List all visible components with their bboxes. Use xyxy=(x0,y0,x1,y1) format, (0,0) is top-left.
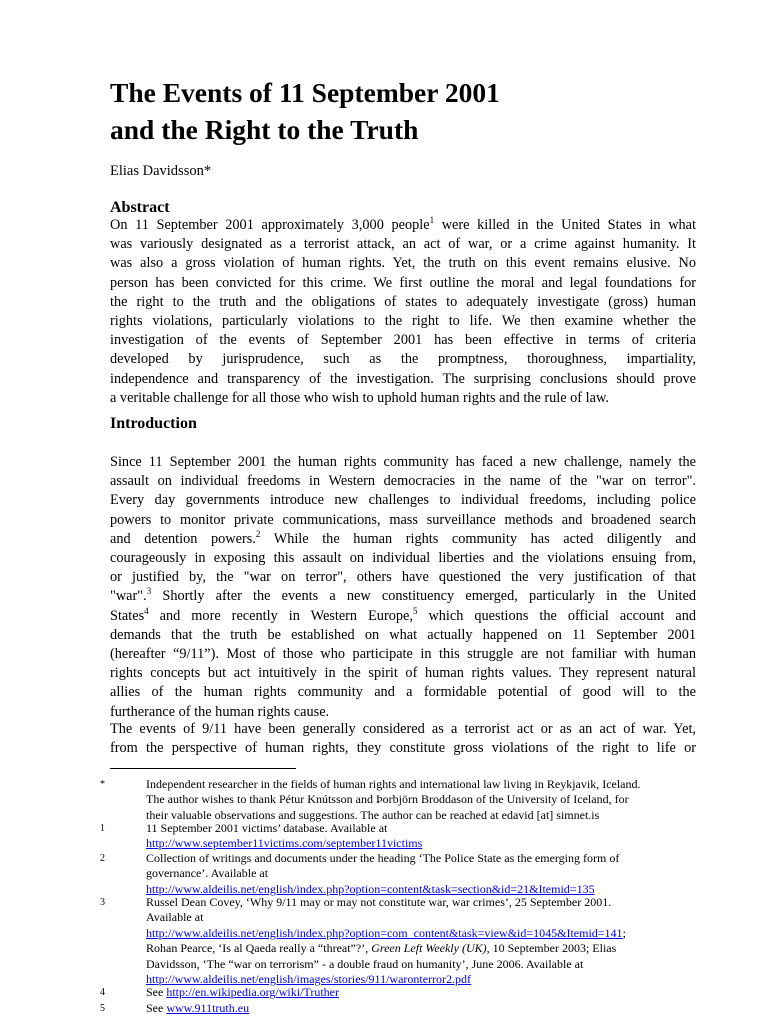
footnote-link[interactable]: http://en.wikipedia.org/wiki/Truther xyxy=(166,985,339,999)
footnote-mark: 1 xyxy=(100,823,105,834)
abstract-line: was also a gross violation of human rights. Yet, the truth on this event remains elusive. No xyxy=(110,255,696,272)
abstract-line: investigation of the events of September 2001 has been effective in terms of criteria xyxy=(110,332,696,349)
footnote-mark: 4 xyxy=(100,987,105,998)
intro-line: and detention powers.$^2$ While the human rights community has acted diligently and xyxy=(110,529,696,547)
abstract-line: independence and transparency of the investigation. The surprising conclusions should prove xyxy=(110,370,696,387)
intro-line: allies of the human rights community and a formidable potential of good will to the xyxy=(110,684,696,701)
footnote-line: governance’. Available at xyxy=(146,866,269,881)
footnote-line: their valuable observations and suggestions. The author can be reached at edavid [at] simnet.is xyxy=(146,807,600,822)
footnote-line: Collection of writings and documents under the heading ‘The Police State as the emerging form of xyxy=(146,851,620,865)
document-page: The Events of 11 September 2001 and the Right to the Truth Elias Davidsson* Abstract On 11 September 2001 approximately 3,000 people$^1$ were killed in the United States in what was variously designated as a terrorist attack, an act of war, or a crime against humanity. It was also a gross violation of human rights. Yet, the truth on this event remains elusive. No person has been convicted for this crime. We first outline the moral and legal foundations for the right to the truth and the obligations of states to adequately investigate (gross) human rights violations, particularly violations to the right to life. We then examine whether the investigation of the events of September 2001 has been effective in terms of criteria developed by jurisprudence, such as the promptness, thoroughness, impartiality, independence and transparency of the investigation. The surprising conclusions should prove a veritable challenge for all those who wish to uphold human rights and the rule of law. Introduction Since 11 September 2001 the human rights community has faced a new challenge, namely the assault on individual freedoms in Western democracies in the name of the "war on terror". Every day governments introduce new challenges to individual freedoms, including police powers to monitor private communications, mass surveillance methods and broadened search and detention powers.$^2$ While the human rights community has acted diligently and courageously in exposing this assault on individual liberties and the violations ensuing from, or justified by, the "war on terror", others have questioned the very justification of that "war".$^3$ Shortly after the events a new constituency emerged, particularly in the United States$^4$ and more recently in Western Europe,$^5$ which questions the official account and demands that the truth be established on what actually happened on 11 September 2001 (hereafter “9/11”). Most of those who participate in this struggle are not familiar with human rights concepts but act intuitively in the spirit of human rights values. They represent natural allies of the human rights community and a formidable potential of good will to the furtherance of the human rights cause. The events of 9/11 have been generally considered as a terrorist act or as an act of war. Yet, from the perspective of human rights, they constitute gross violations of the right to life or * Independent researcher in the fields of human rights and international law living in Reykjavik, Iceland. The author wishes to thank Pétur Knútsson and Þorbjörn Broddason of the University of Iceland, for their valuable observations and suggestions. The author can be reached at edavid [at] simnet.is 1 11 September 2001 victims’ database. Available at http://www.september11victims.com/september11victims 2 Collection of writings and documents under the heading ‘The Police State as the emerging form of governance’. Available at http://www.aldeilis.net/english/index.php?option=content&task=section&id=21&Itemid=135 3 Russel Dean Covey, ‘Why 9/11 may or may not constitute war, war crimes’, 25 September 2001. Available at http://www.aldeilis.net/english/index.php?option=com_content&task=view&id=1045&Itemid=141; Rohan Pearce, ‘Is al Qaeda really a “threat”?’, Green Left Weekly (UK), 10 September 2003; Elias Davidsson, ‘The “war on terrorism” - a double fraud on humanity’, June 2006. Available at http://www.aldeilis.net/english/images/stories/911/waronterror2.pdf 4 See http://en.wikipedia.org/wiki/Truther 5 See www.911truth.eu xyxy=(0,0,768,1024)
abstract-line: rights violations, particularly violations to the right to life. We then examine whether the xyxy=(110,313,696,330)
intro-line: furtherance of the human rights cause. xyxy=(110,703,330,720)
paper-title xyxy=(110,74,710,148)
footnote-ref: 4 xyxy=(144,605,149,616)
footnote-mark: 2 xyxy=(100,853,105,864)
footnote-mark: * xyxy=(100,779,105,790)
footnote-ref: 3 xyxy=(146,586,152,597)
intro-line: powers to monitor private communications, mass surveillance methods and broadened search xyxy=(110,511,696,528)
abstract-line: developed by jurisprudence, such as the promptness, thoroughness, impartiality, xyxy=(110,351,696,368)
intro-line: courageously in exposing this assault on individual liberties and the violations ensuing from, xyxy=(110,550,696,567)
footnote-ref: 2 xyxy=(255,529,261,540)
intro-line: or justified by, the "war on terror", others have questioned the very justification of that xyxy=(110,569,696,586)
intro-line: Since 11 September 2001 the human rights community has faced a new challenge, namely the xyxy=(110,454,696,470)
footnote-mark: 5 xyxy=(100,1003,105,1014)
intro-line: demands that the truth be established on what actually happened on 11 September 2001 xyxy=(110,626,696,643)
intro-line: States$^4$ and more recently in Western Europe,$^5$ which questions the official account and xyxy=(110,605,696,624)
footnote-link[interactable]: www.911truth.eu xyxy=(166,1001,250,1015)
footnote-ref: 1 xyxy=(429,215,435,226)
intro-line: rights concepts but act intuitively in the spirit of human rights values. They represent natural xyxy=(110,665,696,682)
footnote-line: Russel Dean Covey, ‘Why 9/11 may or may not constitute war, war crimes’, 25 September 2001. xyxy=(146,895,612,909)
intro-line: (hereafter “9/11”). Most of those who participate in this struggle are not familiar with human xyxy=(110,646,696,663)
author-name: Elias Davidsson* xyxy=(110,163,212,179)
abstract-line: On 11 September 2001 approximately 3,000 people$^1$ were killed in the United States in what xyxy=(110,215,696,233)
abstract-line: person has been convicted for this crime. We first outline the moral and legal foundations for xyxy=(110,274,696,291)
footnote-mark: 3 xyxy=(100,897,105,908)
abstract-line: was variously designated as a terrorist attack, an act of war, or a crime against humanity. It xyxy=(110,236,696,253)
intro-line: Every day governments introduce new challenges to individual freedoms, including police xyxy=(110,492,696,509)
intro-line: assault on individual freedoms in Western democracies in the name of the "war on terror". xyxy=(110,473,696,490)
intro-line: The events of 9/11 have been generally considered as a terrorist act or as an act of war. Yet, xyxy=(110,721,696,737)
footnote-link[interactable]: http://www.september11victims.com/september11victims xyxy=(146,836,423,851)
footnote-link[interactable]: http://www.aldeilis.net/english/images/stories/911/waronterror2.pdf xyxy=(146,972,472,987)
footnote-line: Available at xyxy=(146,910,204,925)
abstract-line: a veritable challenge for all those who wish to uphold human rights and the rule of law. xyxy=(110,389,609,406)
abstract-heading: Abstract xyxy=(110,199,170,216)
abstract-paragraph xyxy=(110,216,696,408)
footnote-line: 11 September 2001 victims’ database. Available at xyxy=(146,821,388,835)
title-line-2: and the Right to the Truth xyxy=(110,114,419,145)
footnote-line: Independent researcher in the fields of human rights and international law living in Reykjavik, Iceland. xyxy=(146,777,641,791)
title-line-1: The Events of 11 September 2001 xyxy=(110,77,500,108)
abstract-line: the right to the truth and the obligations of states to adequately investigate (gross) human xyxy=(110,293,696,310)
introduction-paragraph-1 xyxy=(110,453,696,722)
introduction-heading: Introduction xyxy=(110,415,197,432)
intro-line: "war".$^3$ Shortly after the events a new constituency emerged, particularly in the United xyxy=(110,586,696,605)
footnote-ref: 5 xyxy=(412,605,418,616)
introduction-paragraph-2 xyxy=(110,720,696,758)
footnote-line: Rohan Pearce, ‘Is al Qaeda really a “threat”?’, Green Left Weekly (UK), 10 September 2003; Elias xyxy=(146,941,617,956)
footnote-line: Davidsson, ‘The “war on terrorism” - a double fraud on humanity’, June 2006. Available at xyxy=(146,956,584,971)
footnote-line: The author wishes to thank Pétur Knútsson and Þorbjörn Broddason of the University of Iceland, for xyxy=(146,792,629,807)
intro-line: from the perspective of human rights, they constitute gross violations of the right to life or xyxy=(110,740,696,757)
footnote-separator xyxy=(110,768,296,769)
footnote-link[interactable]: http://www.aldeilis.net/english/index.php?option=content&task=section&id=21&Itemid=135 xyxy=(146,881,595,896)
footnote-link[interactable]: http://www.aldeilis.net/english/index.php?option=com_content&task=view&id=1045&Itemid=141 xyxy=(146,925,623,940)
